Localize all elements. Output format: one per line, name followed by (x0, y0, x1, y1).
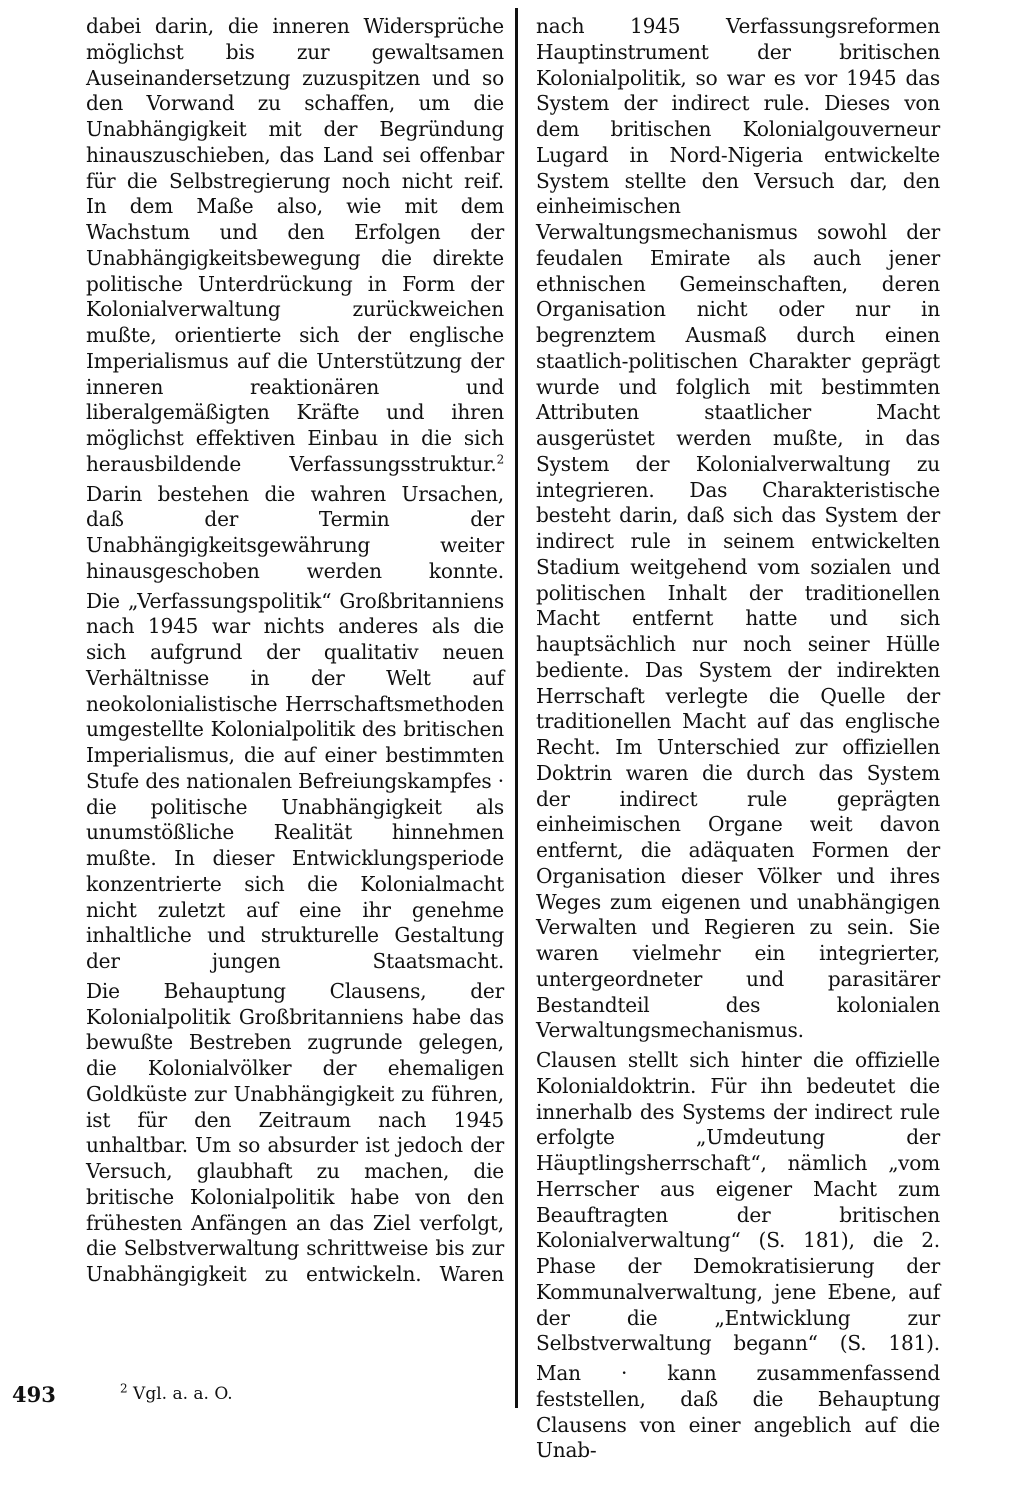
column-divider (515, 8, 518, 1408)
paragraph: Darin bestehen die wahren Ursachen, daß der Termin der Unabhängigkeitsgewährung weiter hinausgeschoben werden konnte. (86, 481, 504, 583)
paragraph: Clausen stellt sich hinter die offizielle Kolonialdoktrin. Für ihn bedeutet die innerhalb des Systems der indirect rule erfolgte „Umdeutung der Häuptlingsherrschaft“, nämlich „vom Herrscher aus eigener Macht zum Beauftragten der britischen Kolonialverwaltung“ (S. 181), die 2. Phase der Demokratisierung der Kommunalverwaltung, jene Ebene, auf der die „Entwicklung zur Selbstverwaltung begann“ (S. 181). (536, 1048, 940, 1356)
paragraph: nach 1945 Verfassungsreformen Hauptinstrument der britischen Kolonialpolitik, so war es vor 1945 das System der indirect rule. Dieses von dem britischen Kolonialgouverneur Lugard in Nord-Nigeria entwickelte System stellte den Versuch dar, den einheimischen Verwaltungsmechanismus sowohl der feudalen Emirate als auch jener ethnischen Gemeinschaften, deren Organisation nicht oder nur in begrenztem Ausmaß durch einen staatlich-politischen Charakter geprägt wurde und folglich mit bestimmten Attributen staatlicher Macht ausgerüstet werden mußte, in das System der Kolonialverwaltung zu integrieren. Das Charakteristische besteht darin, daß sich das System der indirect rule in seinem entwickelten Stadium weitgehend vom sozialen und politischen Inhalt der traditionellen Macht entfernt hatte und sich hauptsächlich nur noch seiner Hülle bediente. Das System der indirekten Herrschaft verlegte die Quelle der traditionellen Macht auf das englische Recht. Im Unterschied zur offiziellen Doktrin waren die durch das System der indirect rule geprägten einheimischen Organe weit davon entfernt, die adäquaten Formen der Organisation dieser Völker und ihres Weges zum eigenen und unabhängigen Verwalten und Regieren zu sein. Sie waren vielmehr ein integrierter, untergeordneter und parasitärer Bestandteil des kolonialen Verwaltungsmechanismus. (536, 14, 940, 1043)
paragraph: Die Behauptung Clausens, der Kolonialpolitik Großbritanniens habe das bewußte Bestreben zugrunde gelegen, die Kolonialvölker der ehemaligen Goldküste zur Unabhängigkeit zu führen, ist für den Zeitraum nach 1945 unhaltbar. Um so absurder ist jedoch der Versuch, glaubhaft zu machen, die britische Kolonialpolitik habe von den frühesten Anfängen an das Ziel verfolgt, die Selbstverwaltung schrittweise bis zur Unabhängigkeit zu entwickeln. Waren (86, 978, 504, 1286)
paragraph: Die „Verfassungspolitik“ Großbritanniens nach 1945 war nichts anderes als die sich aufgrund der qualitativ neuen Verhältnisse in der Welt auf neokolonialistische Herrschaftsmethoden umgestellte Kolonialpolitik des britischen Imperialismus, die auf einer bestimmten Stufe des nationalen Befreiungskampfes · die politische Unabhängigkeit als unumstößliche Realität hinnehmen mußte. In dieser Entwicklungsperiode konzentrierte sich die Kolonialmacht nicht zuletzt auf eine ihr genehme inhaltliche und strukturelle Gestaltung der jungen Staatsmacht. (86, 588, 504, 973)
footnote-reference: 2 (496, 452, 504, 467)
paragraph: dabei darin, die inneren Widersprüche möglichst bis zur gewaltsamen Auseinandersetzung zuzuspitzen und so den Vorwand zu schaffen, um die Unabhängigkeit mit der Begründung hinauszuschieben, das Land sei offenbar für die Selbstregierung noch nicht reif. In dem Maße also, wie mit dem Wachstum und den Erfolgen der Unabhängigkeitsbewegung die direkte politische Unterdrückung in Form der Kolonialverwaltung zurückweichen mußte, orientierte sich der englische Imperialismus auf die Unterstützung der inneren reaktionären und liberalgemäßigten Kräfte und ihren möglichst effektiven Einbau in die sich herausbildende Verfassungsstruktur.$^2$ (86, 14, 504, 476)
page-number: 493 (12, 1382, 56, 1407)
footnote-text: Vgl. a. a. O. (133, 1384, 233, 1404)
left-column (86, 14, 504, 1288)
paragraph: Man · kann zusammenfassend feststellen, daß die Behauptung Clausens von einer angeblich auf die Unab- (536, 1361, 940, 1463)
footnote (120, 1381, 233, 1404)
footnote-mark: 2 (120, 1381, 128, 1396)
right-column (536, 14, 940, 1464)
